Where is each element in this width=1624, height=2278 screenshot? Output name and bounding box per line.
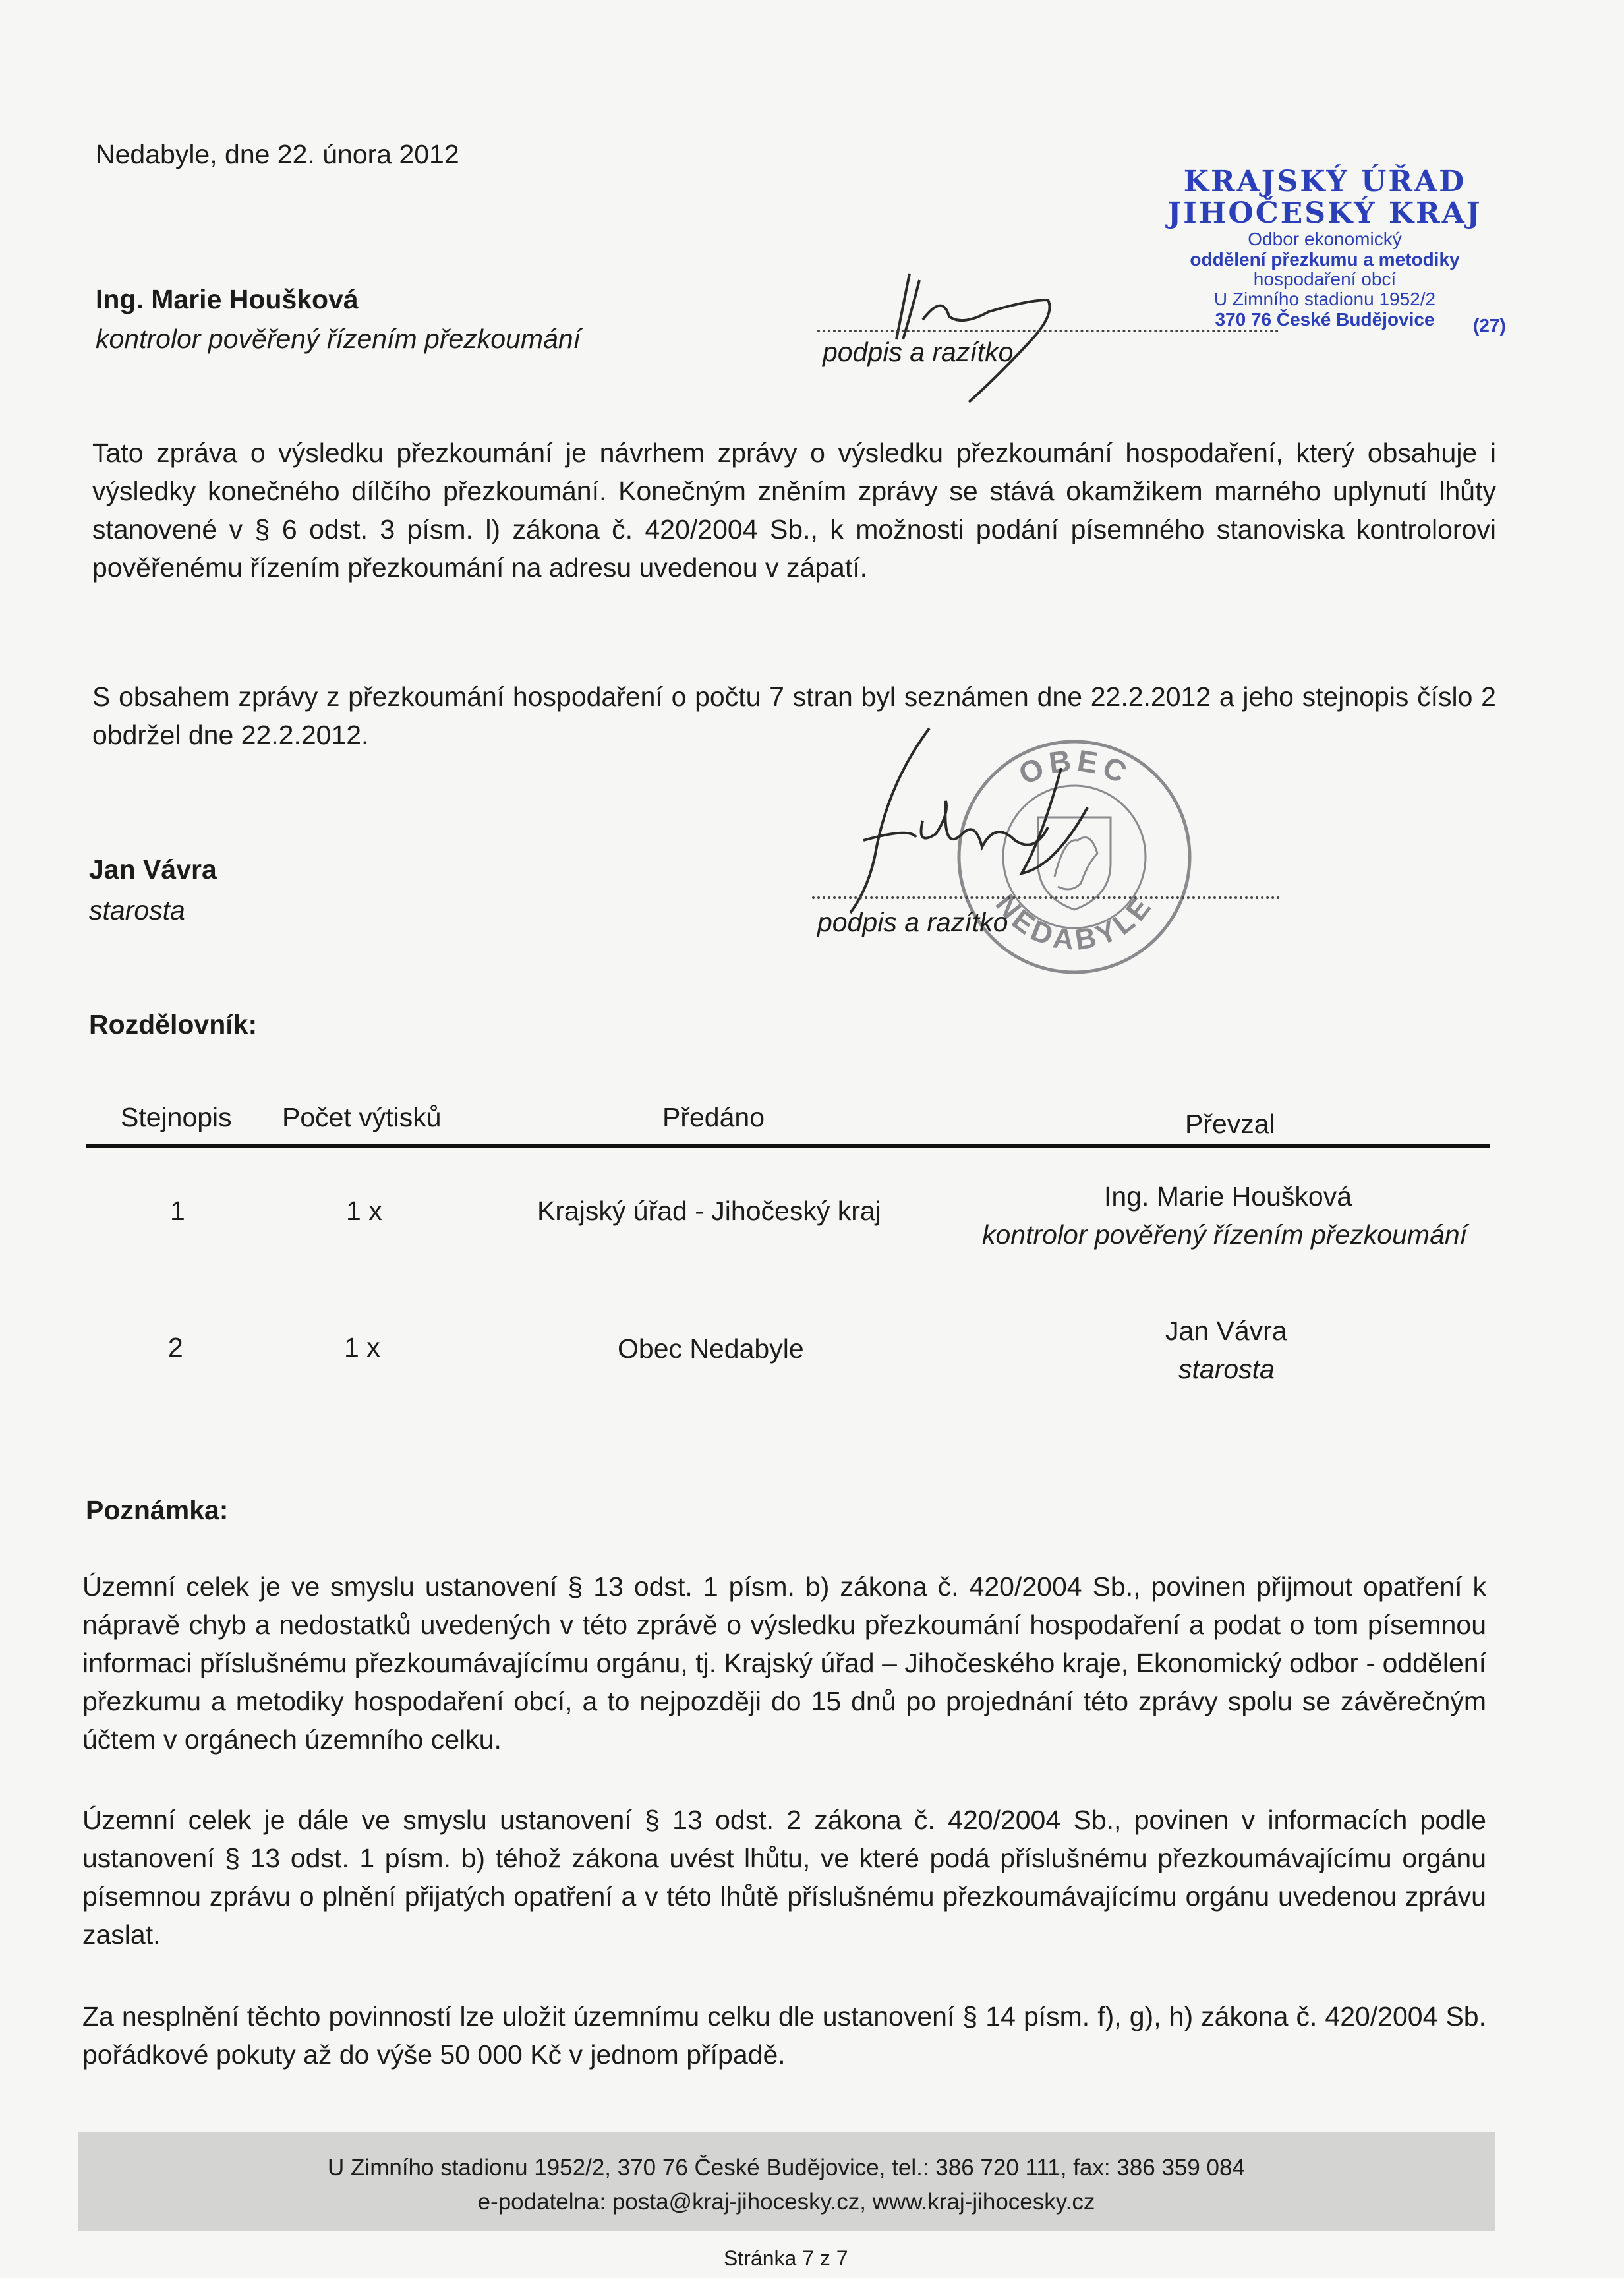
obec-stamp-bottom: NEDABYLE — [989, 888, 1160, 957]
footer-contacts: e-podatelna: posta@kraj-jihocesky.cz, www.kraj-jihocesky.cz — [477, 2189, 1095, 2215]
inspector-signature-line — [817, 330, 1279, 332]
row2-count: 1 x — [344, 1332, 380, 1362]
row2-received-role: starosta — [1178, 1354, 1275, 1384]
table-header-rule — [86, 1144, 1490, 1148]
mayor-signature-caption: podpis a razítko — [817, 907, 1008, 937]
kraj-stamp — [1153, 166, 1496, 330]
row2-handed: Obec Nedabyle — [618, 1333, 804, 1364]
column-header-handed: Předáno — [662, 1102, 765, 1132]
note-paragraph-3: Za nesplnění těchto povinností lze uložit územnímu celku dle ustanovení § 14 písm. f), g), h) zákona č. 420/2004 Sb. pořádkové pokuty až do výše 50 000 Kč v jednom případě. — [82, 2001, 1486, 2070]
mayor-signature — [824, 722, 1167, 920]
column-header-copy: Stejnopis — [121, 1102, 232, 1132]
report-paragraph: Tato zpráva o výsledku přezkoumání je návrhem zprávy o výsledku přezkoumání hospodaření, který obsahuje i výsledky konečného dílčího přezkoumání. Konečným zněním zprávy se stává okamžikem marného uplynutí lhůty stanovené v § 6 odst. 3 písm. l) zákona č. 420/2004 Sb., k možnosti podání písemného stanoviska kontrolorovi pověřenému řízením přezkoumání na adresu uvedenou v zápatí. — [92, 438, 1496, 583]
note-paragraph-2: Územní celek je dále ve smyslu ustanovení § 13 odst. 2 zákona č. 420/2004 Sb., povinen v informacích podle ustanovení § 13 odst. 1 písm. b) téhož zákona uvést lhůtu, ve které podá příslušnému přezkoumávajícímu orgánu písemnou zprávu o plnění přijatých opatření a v této lhůtě příslušnému přezkoumávajícímu orgánu uvedenou zprávu zaslat. — [82, 1805, 1486, 1950]
row1-copy: 1 — [170, 1196, 185, 1226]
row1-received-name: Ing. Marie Houšková — [1104, 1181, 1352, 1212]
inspector-name: Ing. Marie Houšková — [96, 284, 359, 314]
date-line: Nedabyle, dne 22. února 2012 — [96, 139, 459, 169]
row2-copy: 2 — [168, 1332, 183, 1362]
row1-received-role: kontrolor pověřený řízením přezkoumání — [982, 1219, 1468, 1250]
page-number: Stránka 7 z 7 — [724, 2246, 848, 2270]
footer-address: U Zimního stadionu 1952/2, 370 76 České Budějovice, tel.: 386 720 111, fax: 386 359 084 — [328, 2155, 1245, 2180]
column-header-received: Převzal — [1185, 1109, 1275, 1139]
footer — [78, 2132, 1495, 2231]
note-heading: Poznámka: — [86, 1495, 229, 1525]
acknowledgement-paragraph: S obsahem zprávy z přezkoumání hospodaření o počtu 7 stran byl seznámen dne 22.2.2012 a jeho stejnopis číslo 2 obdržel dne 22.2.2012. — [92, 682, 1496, 750]
note-paragraph-1: Územní celek je ve smyslu ustanovení § 13 odst. 1 písm. b) zákona č. 420/2004 Sb., povinen přijmout opatření k nápravě chyb a nedostatků uvedených v této zprávě o výsledku přezkoumání hospodaření a podat o tom písemnou informaci příslušnému přezkoumávajícímu orgánu, tj. Krajský úřad – Jihočeského kraje, Ekonomický odbor - oddělení přezkumu a metodiky hospodaření obcí, a to nejpozději do 15 dnů po projednání této zprávy spolu se závěrečným účtem v orgánech územního celku. — [82, 1571, 1486, 1755]
row1-count: 1 x — [346, 1196, 382, 1226]
inspector-signature-caption: podpis a razítko — [823, 337, 1014, 367]
obec-stamp-top: OBEC — [1013, 742, 1136, 792]
inspector-role: kontrolor pověřený řízením přezkoumání — [96, 324, 581, 354]
kraj-stamp-line2: JIHOČESKÝ KRAJ — [1167, 196, 1482, 230]
kraj-stamp-line5: hospodaření obcí — [1253, 269, 1397, 289]
kraj-stamp-line1: KRAJSKÝ ÚŘAD — [1183, 165, 1466, 198]
kraj-stamp-line7: 370 76 České Budějovice — [1215, 309, 1435, 330]
distribution-heading: Rozdělovník: — [89, 1009, 258, 1039]
kraj-stamp-line3: Odbor ekonomický — [1248, 229, 1402, 249]
mayor-signature-line — [812, 896, 1280, 899]
kraj-stamp-line6: U Zimního stadionu 1952/2 — [1213, 289, 1436, 309]
kraj-stamp-number: (27) — [1473, 315, 1506, 336]
mayor-name: Jan Vávra — [89, 854, 217, 885]
mayor-role: starosta — [89, 895, 185, 925]
row2-received-name: Jan Vávra — [1165, 1316, 1287, 1346]
row1-handed: Krajský úřad - Jihočeský kraj — [537, 1196, 881, 1226]
kraj-stamp-line4: oddělení přezkumu a metodiky — [1190, 249, 1460, 270]
column-header-count: Počet výtisků — [282, 1102, 442, 1132]
